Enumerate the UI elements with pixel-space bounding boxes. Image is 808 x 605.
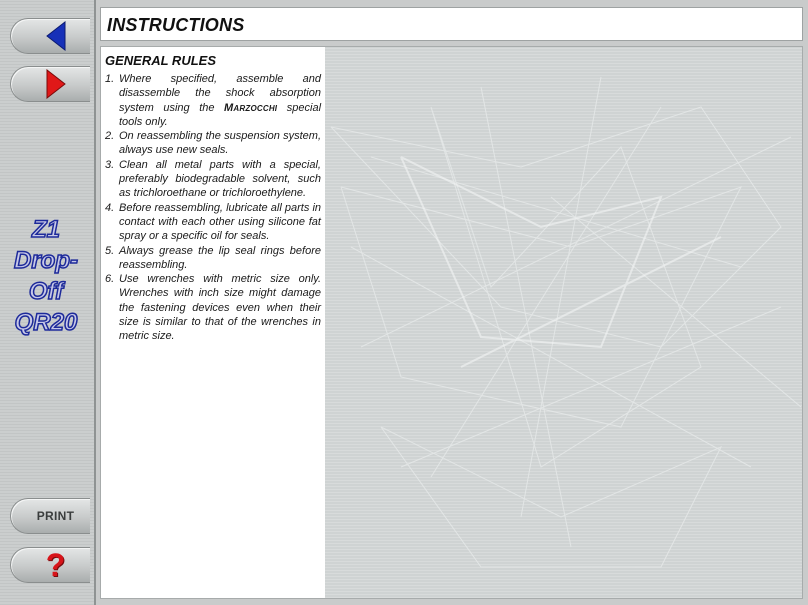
list-item bbox=[105, 129, 321, 158]
model-line-1: Z1 bbox=[31, 216, 60, 243]
forward-button[interactable] bbox=[10, 66, 90, 102]
print-label: PRINT bbox=[36, 509, 75, 523]
list-item-number: 3. bbox=[105, 158, 115, 171]
list-item-text bbox=[119, 72, 321, 129]
model-title bbox=[0, 214, 92, 338]
model-line-2: Drop-Off bbox=[14, 247, 78, 305]
list-item-number: 1. bbox=[105, 73, 115, 85]
list-item bbox=[105, 244, 321, 273]
rules-list bbox=[105, 72, 321, 344]
list-item-number: 4. bbox=[105, 201, 115, 214]
content-panel bbox=[101, 47, 325, 599]
list-item-text: Clean all metal parts with a special, preferably biodegradable solvent, such as trichloroethane or trichloroethylene. bbox=[119, 158, 321, 200]
triangle-right-icon bbox=[46, 69, 66, 99]
list-item-text: Use wrenches with metric size only. Wrenches with inch size might damage the fastening devices even when their size is similar to that of the wrenches in metric size. bbox=[119, 273, 321, 343]
list-item-number: 5. bbox=[105, 244, 115, 257]
section-title: GENERAL RULES bbox=[105, 53, 216, 68]
page-title: INSTRUCTIONS bbox=[107, 15, 245, 35]
triangle-left-icon bbox=[46, 21, 66, 51]
help-button[interactable] bbox=[10, 547, 90, 583]
question-mark-icon: ? bbox=[45, 547, 66, 583]
print-button[interactable] bbox=[10, 498, 90, 534]
list-item-number: 6. bbox=[105, 273, 115, 286]
brand-name: Marzocchi bbox=[224, 101, 278, 114]
list-item-text: Before reassembling, lubricate all parts in contact with each other using silicone fat spray or a specific oil for seals. bbox=[119, 201, 321, 243]
list-item-text: On reassembling the suspension system, always use new seals. bbox=[119, 130, 321, 157]
title-bar bbox=[100, 7, 803, 41]
list-item-text: Always grease the lip seal rings before reassembling. bbox=[119, 244, 321, 271]
back-button[interactable] bbox=[10, 18, 90, 54]
list-item-number: 2. bbox=[105, 130, 115, 143]
list-item bbox=[105, 272, 321, 343]
model-line-3: QR20 bbox=[14, 309, 78, 336]
list-item-text-part: Where specified, assemble and disassemble the shock absorption system using the bbox=[119, 73, 321, 114]
list-item bbox=[105, 158, 321, 201]
list-item bbox=[105, 72, 321, 129]
sidebar bbox=[0, 0, 96, 605]
list-item bbox=[105, 201, 321, 244]
main-area bbox=[100, 46, 803, 599]
list-item-text-part: special tools only. bbox=[119, 101, 322, 128]
